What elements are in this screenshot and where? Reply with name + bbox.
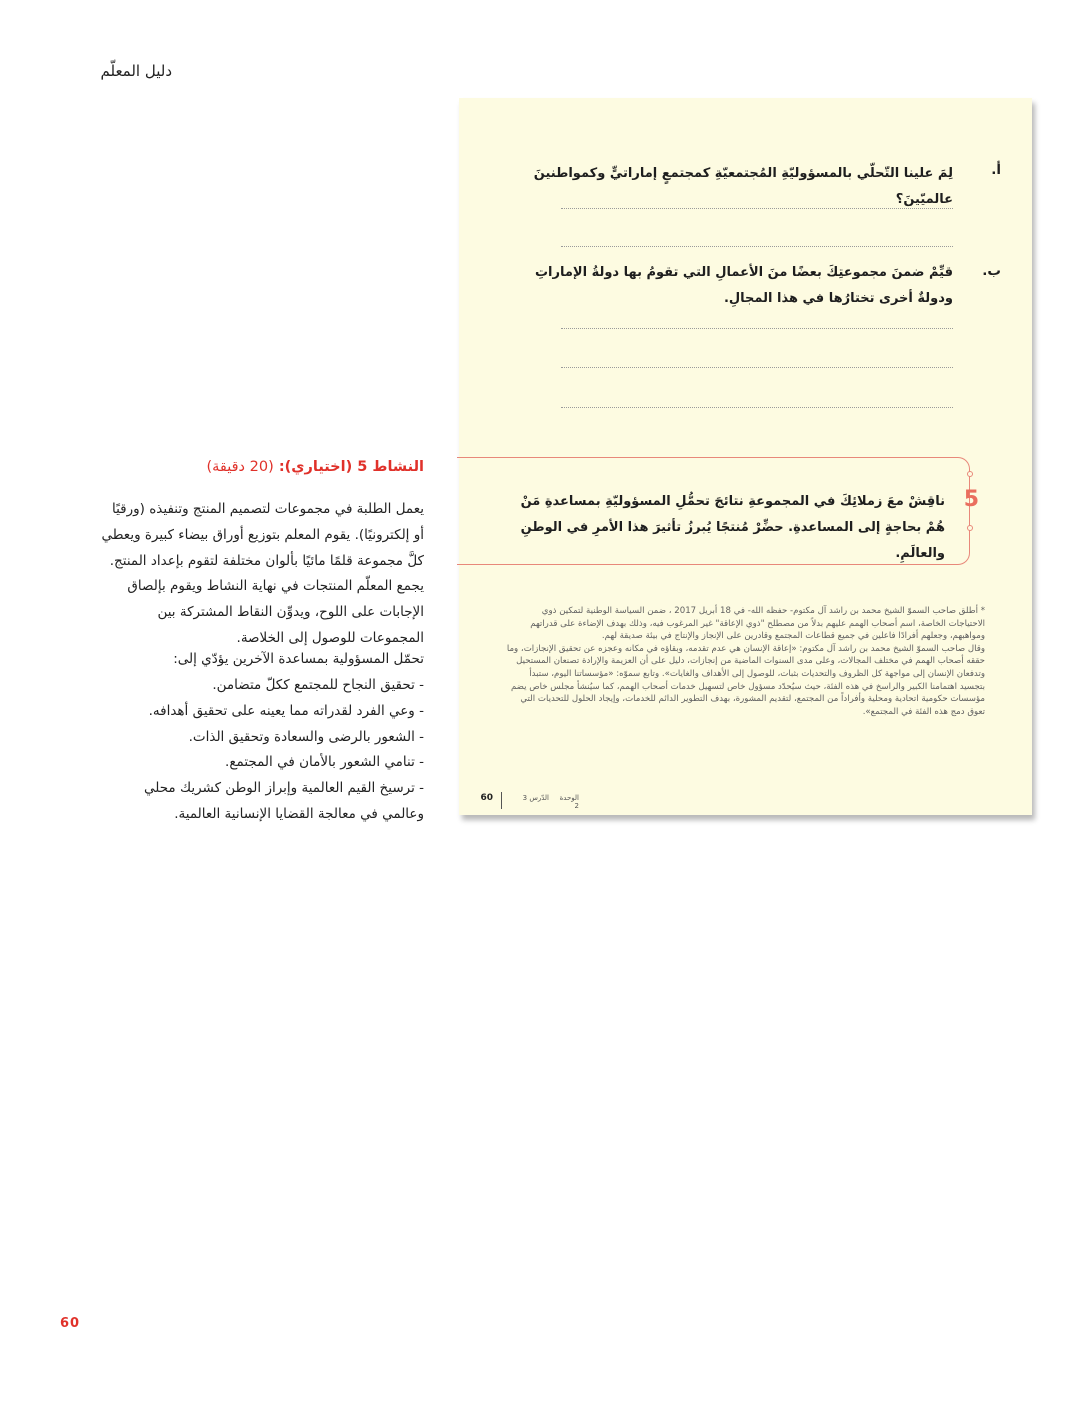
answer-line[interactable]: [561, 367, 953, 368]
book-page-number: 60: [480, 793, 493, 803]
list-item: - تحقيق النجاح للمجتمع ككلّ متضامن.: [212, 677, 424, 693]
page-number: 60: [60, 1316, 81, 1331]
activity-description-text: يعمل الطلبة في مجموعات لتصميم المنتج وتنفيذه (ورقيًا أو إلكترونيًا). يقوم المعلم بتوزيع أوراق بيضاء كبيرة ويعطي كلَّ مجموعة قلمًا مائيًا بألوان مختلفة لتقوم بإعداد المنتج. يجمع المعلّم المنتجات في نهاية النشاط ويقوم بإلصاق الإجابات على اللوح، ويدوِّن النقاط المشتركة بين المجموعات للوصول إلى الخلاصة.: [101, 501, 424, 646]
question-a-text: لِمَ علينا التّحلّي بالمسؤوليّةِ المُجتمعيّةِ كمجتمعٍ إماراتيٍّ وكمواطنينَ عالميّينَ؟: [533, 166, 953, 207]
guide-title: دليل المعلّم: [100, 62, 172, 80]
answer-line[interactable]: [561, 328, 953, 329]
footer-unit: الوحدة 2: [559, 794, 579, 810]
activity-duration: (20 دقيقة): [206, 459, 274, 475]
question-b-text: قيِّمْ ضمنَ مجموعتِكَ بعضًا منَ الأعمالِ التي تقومُ بها دولةُ الإماراتِ ودولةٌ أخرى تختارُها في هذا المجالِ.: [534, 265, 953, 306]
footnote: وقال صاحب السموّ الشيخ محمد بن راشد آل مكتوم: «إعاقة الإنسان هي عدم تقدمه، وبقاؤه في مكانه وعجزه عن تحقيق الإنجازات، وما حققه أصحاب الهمم في مختلف المجالات، وعلى مدى السنوات الماضية من إنجازات، دليل على أن العزيمة والإرادة تصنعان المستحيل وتدفعان الإنسان إلى مواجهة كل الظروف والتحديات بثبات، للوصول إلى الأهداف والغايات». وتابع سموّه: «مؤسساتنا اليوم، ستبدأ بتجسيد اهتمامنا الكبير والراسخ في هذه الفئة، حيث سيُحدّد مسؤول خاص لتسهيل خدمات أصحاب الهمم، كما سيُنشأ مجلس خاص يضم مؤسسات حكومية اتحادية ومحلية وأفراداً من المجتمع، لتقديم المشورة، بهدف التطوير الدائم للخدمات، وإيجاد الحلول للتحديات التي تعوق دمج هذه الفئة في المجتمع».: [506, 643, 985, 717]
list-item: - وعي الفرد لقدراته مما يعينه على تحقيق أهدافه.: [148, 702, 424, 719]
footer-divider: [501, 792, 502, 809]
footer-lesson: الدّرس 3: [522, 794, 549, 802]
activity-5-number: 5: [963, 487, 979, 512]
activity-description: [100, 497, 424, 652]
frame-dot: [967, 471, 973, 477]
question-a-letter: أ.: [991, 162, 1001, 178]
footnote: * أطلق صاحب السموّ الشيخ محمد بن راشد آل مكتوم- حفظه الله- في 18 أبريل 2017 ، ضمن السياسة الوطنية لتمكين ذوي الاحتياجات الخاصة، اسم أصحاب الهمم عليهم بدلاً من مصطلح "ذوي الإعاقة" غير المرغوب فيه، وذلك بهدف الإضاءة على قدراتهم ومواهبهم، وجعلهم أفرادًا فاعلين في جميع قطاعات المجتمع وقادرين على الإنجاز والإنتاج في بيئة صديقة لهم.: [530, 606, 985, 642]
footnotes: [503, 605, 985, 718]
frame-dot: [967, 525, 973, 531]
answer-line[interactable]: [561, 208, 953, 209]
question-b-letter: ب.: [982, 263, 1001, 279]
activity-title: [150, 459, 424, 475]
list-item: - ترسيخ القيم العالمية وإبراز الوطن كشريك محلي وعالمي في معالجة القضايا الإنسانية العالمية.: [143, 780, 424, 822]
outcomes-list: [100, 673, 424, 828]
student-book-page: [459, 98, 1032, 815]
list-item: - تنامي الشعور بالأمان في المجتمع.: [225, 754, 424, 771]
list-item: - الشعور بالرضى والسعادة وتحقيق الذات.: [188, 728, 424, 745]
answer-line[interactable]: [561, 246, 953, 247]
answer-line[interactable]: [561, 407, 953, 408]
outcomes-heading: تحمّل المسؤولية بمساعدة الآخرين يؤدّي إلى:: [173, 651, 424, 667]
activity-label: النشاط 5 (اختياري):: [278, 459, 424, 475]
activity-5-text: ناقِشْ معَ زملائِكَ في المجموعةِ نتائجَ تحمُّلِ المسؤوليّةِ بمساعدةِ مَنْ هُمْ بحاجةٍ إلى المساعدةِ. حضِّرْ مُنتجًا يُبرزُ تأثيرَ هذا الأمرِ في الوطنِ والعالَمِ.: [520, 494, 945, 561]
